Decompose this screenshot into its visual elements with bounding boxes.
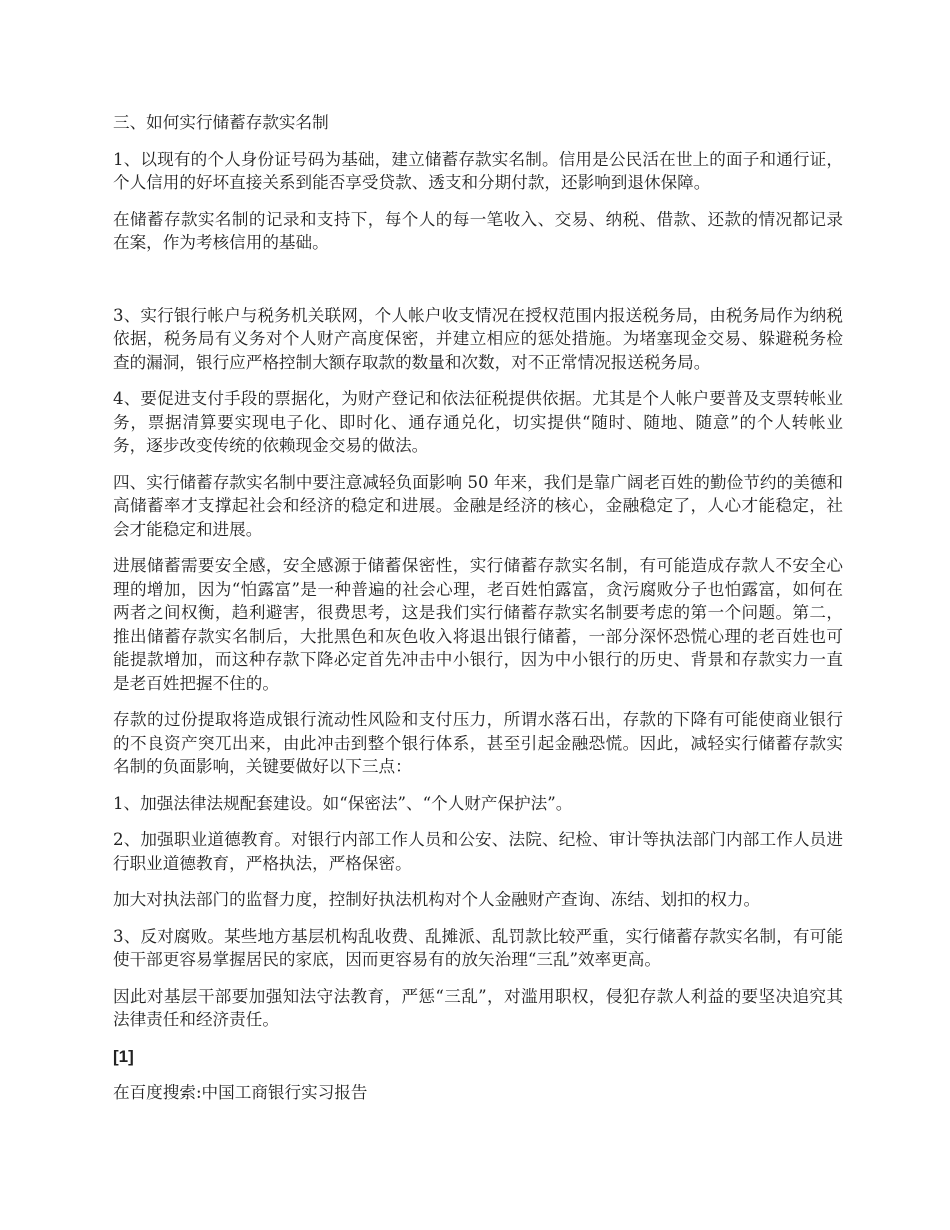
document-body bbox=[113, 111, 843, 1105]
paragraph-3: 3、实行银行帐户与税务机关联网，个人帐户收支情况在授权范围内报送税务局，由税务局作为纳税依据，税务局有义务对个人财产高度保密，并建立相应的惩处措施。为堵塞现金交易、躲避税务检查的漏洞，银行应严格控制大额存取款的数量和次数，对不正常情况报送税务局。 bbox=[113, 305, 843, 372]
paragraph-2: 在储蓄存款实名制的记录和支持下，每个人的每一笔收入、交易、纳税、借款、还款的情况都记录在案，作为考核信用的基础。 bbox=[113, 209, 843, 252]
paragraph-1: 1、以现有的个人身份证号码为基础，建立储蓄存款实名制。信用是公民活在世上的面子和通行证，个人信用的好坏直接关系到能否享受贷款、透支和分期付款，还影响到退休保障。 bbox=[113, 149, 843, 192]
paragraph-6: 进展储蓄需要安全感，安全感源于储蓄保密性，实行储蓄存款实名制，有可能造成存款人不安全心理的增加，因为“怕露富”是一种普遍的社会心理，老百姓怕露富，贪污腐败分子也怕露富，如何在两者之间权衡，趋利避害，很费思考，这是我们实行储蓄存款实名制要考虑的第一个问题。第二，推出储蓄存款实名制后，大批黑色和灰色收入将退出银行储蓄，一部分深怀恐慌心理的老百姓也可能提款增加，而这种存款下降必定首先冲击中小银行，因为中小银行的历史、背景和存款实力一直是老百姓把握不住的。 bbox=[113, 556, 843, 693]
search-line: 在百度搜索:中国工商银行实习报告 bbox=[113, 1083, 368, 1102]
paragraph-10: 加大对执法部门的监督力度，控制好执法机构对个人金融财产查询、冻结、划扣的权力。 bbox=[113, 890, 761, 909]
paragraph-8: 1、加强法律法规配套建设。如“保密法”、“个人财产保护法”。 bbox=[113, 793, 573, 813]
section-heading: 三、如何实行储蓄存款实名制 bbox=[113, 113, 329, 132]
paragraph-7: 存款的过份提取将造成银行流动性风险和支付压力，所谓水落石出，存款的下降有可能使商业银行的不良资产突兀出来，由此冲击到整个银行体系，甚至引起金融恐慌。因此，减轻实行储蓄存款实名制的负面影响，关键要做好以下三点： bbox=[113, 710, 843, 776]
reference-mark: [1] bbox=[113, 1046, 134, 1066]
paragraph-4: 4、要促进支付手段的票据化，为财产登记和依法征税提供依据。尤其是个人帐户要普及支票转帐业务，票据清算要实现电子化、即时化、通存通兑化，切实提供“随时、随地、随意”的个人转帐业务，逐步改变传统的依赖现金交易的做法。 bbox=[113, 389, 843, 455]
paragraph-12: 因此对基层干部要加强知法守法教育，严惩“三乱”，对滥用职权，侵犯存款人利益的要坚决追究其法律责任和经济责任。 bbox=[113, 986, 843, 1029]
paragraph-9: 2、加强职业道德教育。对银行内部工作人员和公安、法院、纪检、审计等执法部门内部工作人员进行职业道德教育，严格执法，严格保密。 bbox=[113, 830, 843, 873]
blank-space bbox=[113, 268, 843, 304]
paragraph-11: 3、反对腐败。某些地方基层机构乱收费、乱摊派、乱罚款比较严重，实行储蓄存款实名制，有可能使干部更容易掌握居民的家底，因而更容易有的放矢治理“三乱”效率更高。 bbox=[113, 926, 843, 969]
paragraph-5: 四、实行储蓄存款实名制中要注意减轻负面影响 50 年来，我们是靠广阔老百姓的勤俭节约的美德和高储蓄率才支撑起社会和经济的稳定和进展。金融是经济的核心，金融稳定了，人心才能稳定，社会才能稳定和进展。 bbox=[113, 472, 843, 539]
